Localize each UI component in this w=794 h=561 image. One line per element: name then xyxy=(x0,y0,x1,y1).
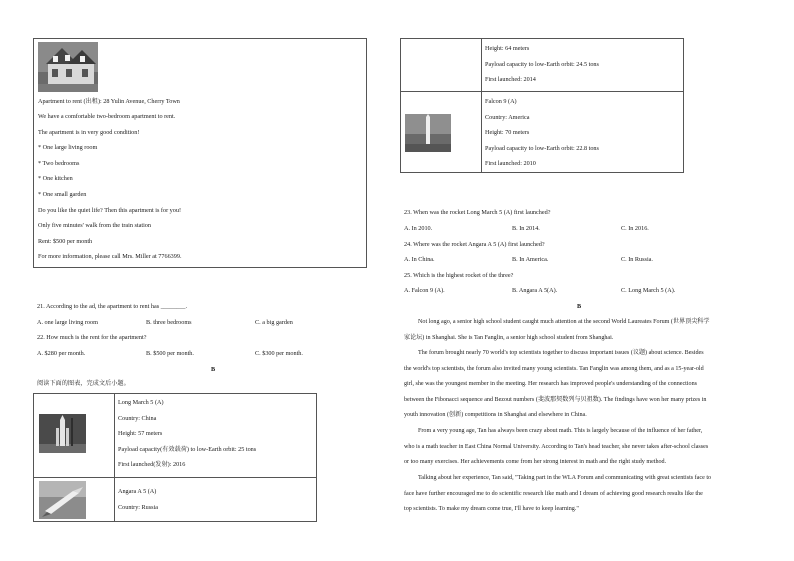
question-23: 23. When was the rocket Long March 5 (A) first launched? xyxy=(404,209,551,216)
passage-paragraph xyxy=(404,424,756,471)
rocket-country: Country: America xyxy=(485,114,530,121)
rocket-height: Height: 57 meters xyxy=(118,430,163,437)
rocket-payload: Payload capacity(有效载荷) to low-Earth orbit: 25 tons xyxy=(118,446,257,453)
option-22-a: A. $280 per month. xyxy=(37,350,86,357)
house-image xyxy=(38,42,98,92)
ad-line: * One kitchen xyxy=(38,175,73,182)
falcon-rocket-image xyxy=(405,114,451,152)
passage-line: face have further encouraged me to do scientific research like math and I dream of achieving good research results like the xyxy=(404,490,703,497)
option-25-a: A. Falcon 9 (A). xyxy=(404,287,445,294)
passage-paragraph xyxy=(404,315,756,346)
rocket-first-launched: First launched: 2010 xyxy=(485,160,536,167)
passage-line: 家论坛) in Shanghai. She is Tan Fanglin, a senior high school student from Shanghai. xyxy=(404,334,614,341)
rocket-country: Country: China xyxy=(118,415,157,422)
passage-line: the world's top scientists, the forum also invited many young scientists. Tan Fanglin was among them, and as a 15-year-old xyxy=(404,365,704,372)
passage-line: top scientists. To make my dream come true, I'll have to keep learning." xyxy=(404,506,579,513)
reading-instruction: 阅读下面的图表，完成文后小题。 xyxy=(37,380,130,387)
section-heading-b: B xyxy=(577,303,582,310)
apartment-ad-box xyxy=(33,38,367,268)
ad-line: For more information, please call Mrs. Miller at 7766399. xyxy=(38,253,182,260)
ad-line: We have a comfortable two-bedroom apartment to rent. xyxy=(38,113,176,120)
ad-line: Rent: $500 per month xyxy=(38,238,93,245)
question-25: 25. Which is the highest rocket of the three? xyxy=(404,272,514,279)
passage-line: youth innovation (创新) competitions in Shanghai and elsewhere in China. xyxy=(404,412,587,419)
option-25-b: B. Angara A 5(A). xyxy=(512,287,558,294)
passage-line: Talking about her experience, Tan said, "Taking part in the WLA Forum and communicating with great scientists face to xyxy=(418,475,712,481)
passage-paragraph xyxy=(404,471,756,518)
rocket-name: Falcon 9 (A) xyxy=(485,98,517,105)
ad-line: * One large living room xyxy=(38,144,98,151)
rocket-table-left xyxy=(33,393,317,522)
passage-line: who is a math teacher in East China Normal University. According to Tan's head teacher, she never takes after-school classes xyxy=(404,443,709,450)
rocket-payload: Payload capacity to low-Earth orbit: 24.5 tons xyxy=(485,61,599,68)
rocket-table-right xyxy=(400,38,684,173)
passage-line: The forum brought nearly 70 world's top scientists together to discuss important issues (议题) about science. Besides xyxy=(418,350,704,356)
angara-rocket-image xyxy=(39,481,86,519)
ad-line: * One small garden xyxy=(38,191,87,198)
passage-line: girl, she was the youngest member in the meeting. Her research has improved people's understanding of the connections xyxy=(404,381,698,388)
option-24-a: A. In China. xyxy=(404,256,435,263)
ad-line: The apartment is in very good condition! xyxy=(38,129,140,136)
rocket-first-launched: First launched(发射): 2016 xyxy=(118,461,186,468)
passage-paragraph xyxy=(404,346,756,424)
option-23-c: C. In 2016. xyxy=(621,225,649,232)
option-24-c: C. In Russia. xyxy=(621,256,653,263)
option-21-a: A. one large living room xyxy=(37,319,98,326)
rocket-name: Long March 5 (A) xyxy=(118,399,164,406)
option-25-c: C. Long March 5 (A). xyxy=(621,287,676,294)
option-22-b: B. $500 per month. xyxy=(146,350,194,357)
table-column-divider xyxy=(114,394,115,521)
passage-line: between the Fibonacci sequence and Bezout numbers (斐波那契数列与贝祖数). The findings have won her many prizes in xyxy=(404,396,707,403)
ad-title: Apartment to rent (出租): 28 Yulin Avenue, Cherry Town xyxy=(38,98,180,105)
rocket-payload: Payload capacity to low-Earth orbit: 22.8 tons xyxy=(485,145,599,152)
question-24: 24. Where was the rocket Angara A 5 (A) first launched? xyxy=(404,241,545,248)
option-23-b: B. In 2014. xyxy=(512,225,540,232)
option-22-c: C. $300 per month. xyxy=(255,350,303,357)
rocket-country: Country: Russia xyxy=(118,504,159,511)
rocket-first-launched: First launched: 2014 xyxy=(485,76,536,83)
ad-line: Do you like the quiet life? Then this apartment is for you! xyxy=(38,207,182,214)
table-row-divider xyxy=(34,477,316,478)
passage-line: Not long ago, a senior high school student caught much attention at the second World Laureates Forum (世界顶尖科学 xyxy=(418,319,710,325)
rocket-name: Angara A 5 (A) xyxy=(118,488,157,495)
rocket-height: Height: 64 meters xyxy=(485,45,530,52)
ad-line: * Two bedrooms xyxy=(38,160,80,167)
option-21-c: C. a big garden xyxy=(255,319,293,326)
question-21: 21. According to the ad, the apartment to rent has ________. xyxy=(37,303,188,310)
rocket-height: Height: 70 meters xyxy=(485,129,530,136)
option-21-b: B. three bedrooms xyxy=(146,319,192,326)
table-row-divider xyxy=(401,91,683,92)
option-23-a: A. In 2010. xyxy=(404,225,433,232)
passage-line: or too many exercises. Her achievements come from her strong interest in math and the right study method. xyxy=(404,459,667,466)
ad-line: Only five minutes' walk from the train station xyxy=(38,222,151,229)
long-march-rocket-image xyxy=(39,414,86,453)
question-22: 22. How much is the rent for the apartment? xyxy=(37,334,147,341)
table-column-divider xyxy=(481,39,482,172)
option-24-b: B. In America. xyxy=(512,256,549,263)
section-heading-b: B xyxy=(211,366,216,373)
passage-line: From a very young age, Tan has always been crazy about math. This is largely because of the influence of her father, xyxy=(418,428,703,434)
